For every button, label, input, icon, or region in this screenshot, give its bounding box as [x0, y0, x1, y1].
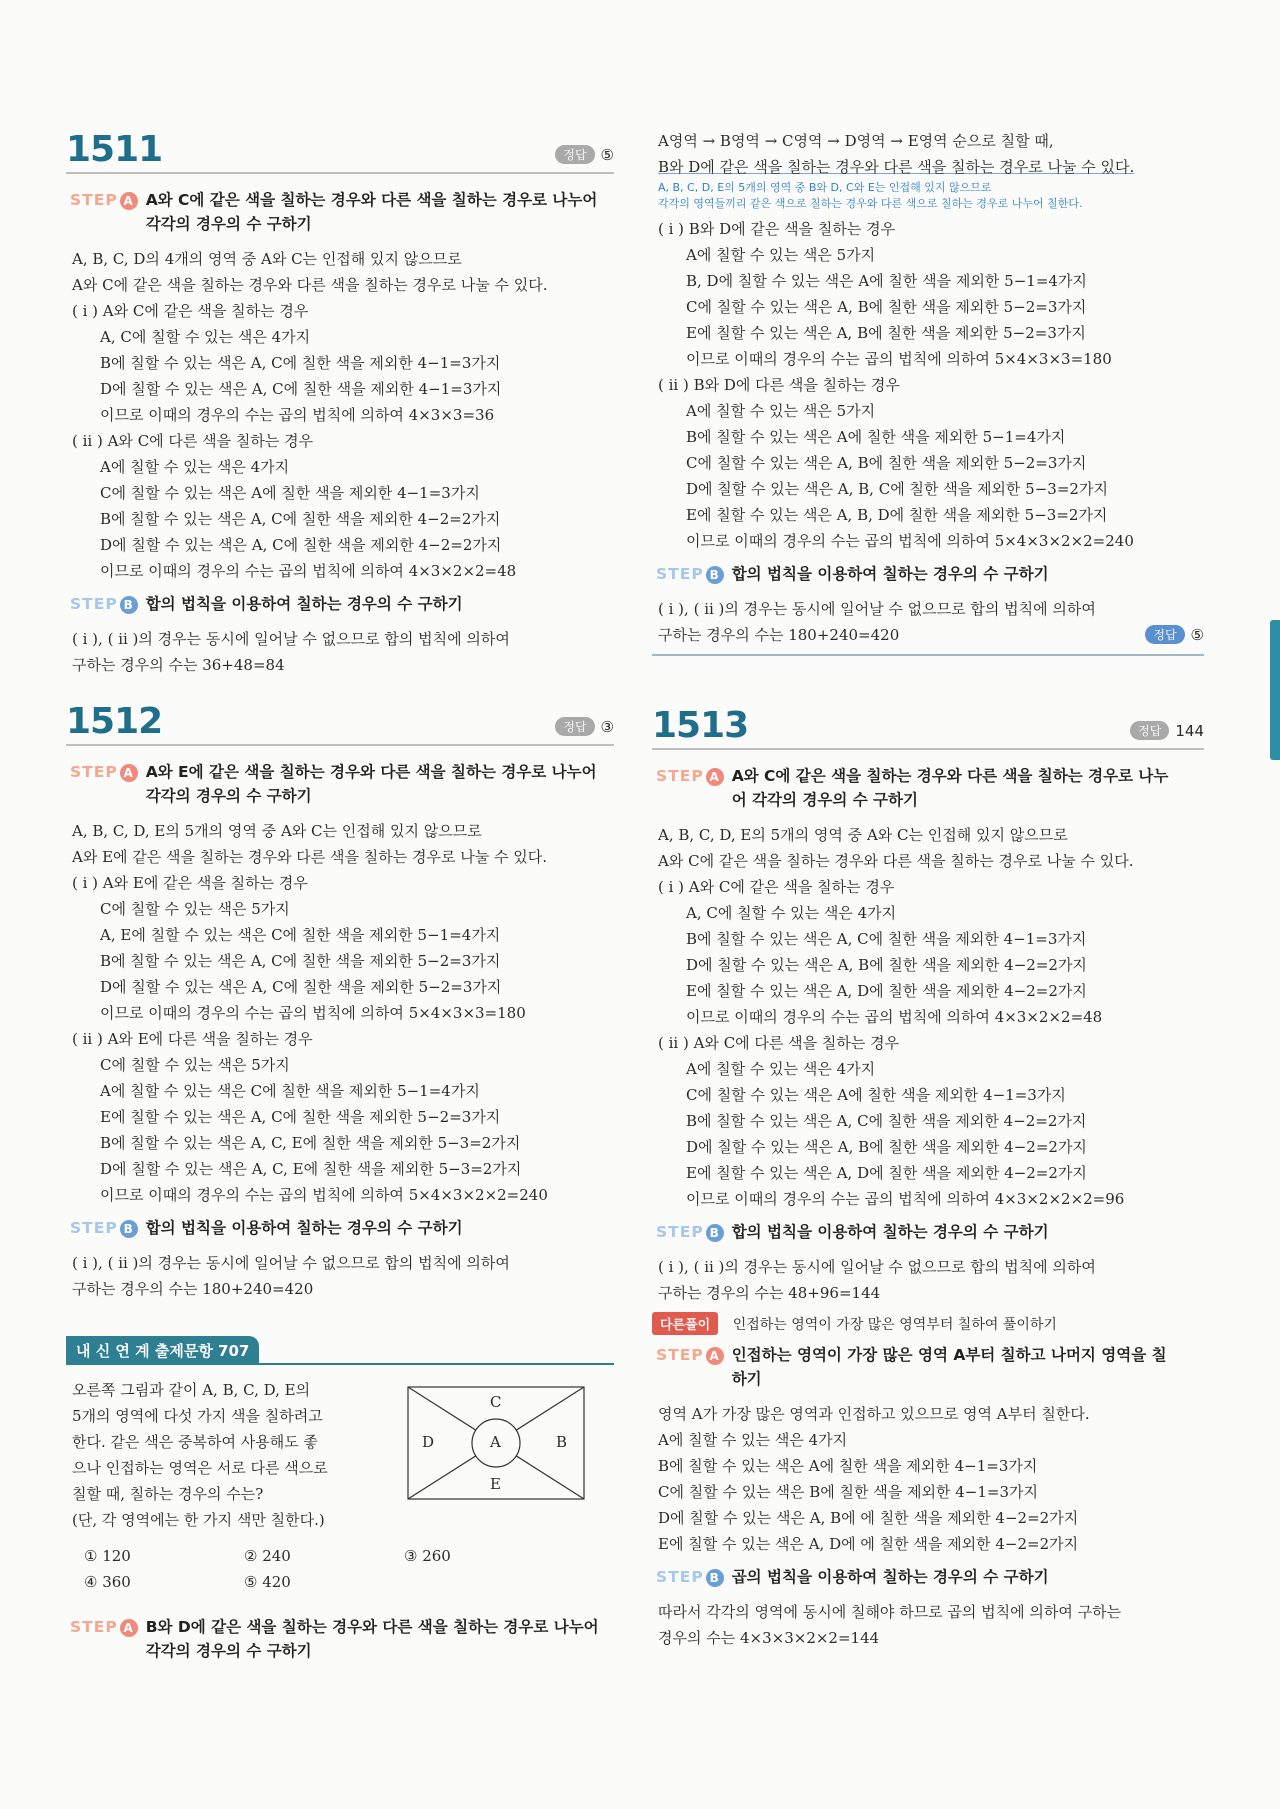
left-column [66, 128, 614, 1673]
step-label: STEP A [656, 764, 724, 788]
solution-line: 이므로 이때의 경우의 수는 곱의 법칙에 의하여 5×4×3×3=180 [686, 350, 1112, 368]
solution-line: ( i ) A와 C에 같은 색을 칠하는 경우 [658, 878, 895, 896]
solution-line: D에 칠할 수 있는 색은 A, C에 칠한 색을 제외한 4−1=3가지 [100, 380, 502, 398]
solution-line: D에 칠할 수 있는 색은 A, B에 에 칠한 색을 제외한 4−2=2가지 [658, 1509, 1079, 1527]
step-b [656, 562, 1204, 586]
solution-line: D에 칠할 수 있는 색은 A, B에 칠한 색을 제외한 4−2=2가지 [686, 1138, 1087, 1156]
solution-line: ( ii ) A와 C에 다른 색을 칠하는 경우 [658, 1034, 900, 1052]
region-label-c: C [490, 1393, 502, 1411]
region-label-a: A [490, 1433, 501, 1451]
answer [1130, 721, 1204, 740]
solution-line: A, B, C, D, E의 5개의 영역 중 A와 C는 인접해 있지 않으므로 [658, 826, 1068, 844]
answer-value: ⑤ [1190, 625, 1204, 644]
step-text: 합의 법칙을 이용하여 칠하는 경우의 수 구하기 [145, 595, 463, 613]
solution-line: ( i ) A와 E에 같은 색을 칠하는 경우 [72, 874, 308, 892]
solution-line: A, B, C, D, E의 5개의 영역 중 A와 C는 인접해 있지 않으므로 [72, 822, 482, 840]
question-line: (단, 각 영역에는 한 가지 색만 칠한다.) [72, 1511, 325, 1529]
solution-line: A에 칠할 수 있는 색은 4가지 [658, 1431, 848, 1449]
problem-707-solution-cont [652, 128, 1204, 656]
problem-1511 [66, 128, 614, 678]
solution-line: A, C에 칠할 수 있는 색은 4가지 [100, 328, 311, 346]
final-line: 구하는 경우의 수는 180+240=420 [658, 626, 900, 644]
problem-number: 1513 [652, 705, 749, 746]
answer-value: 144 [1175, 721, 1204, 740]
answer-badge: 정답 [1145, 625, 1184, 644]
alt-step-b [656, 1565, 1204, 1589]
step-text: 합의 법칙을 이용하여 칠하는 경우의 수 구하기 [145, 1219, 463, 1237]
answer-badge: 정답 [555, 145, 594, 164]
solution-line: E에 칠할 수 있는 색은 A, D에 칠한 색을 제외한 4−2=2가지 [686, 982, 1087, 1000]
solution-line: A, E에 칠할 수 있는 색은 C에 칠한 색을 제외한 5−1=4가지 [100, 926, 501, 944]
solution-line: B, D에 칠할 수 있는 색은 A에 칠한 색을 제외한 5−1=4가지 [686, 272, 1087, 290]
answer-badge: 정답 [555, 717, 594, 736]
step-text: 합의 법칙을 이용하여 칠하는 경우의 수 구하기 [731, 1223, 1049, 1241]
chapter-tab [1270, 620, 1280, 760]
solution-line: A와 E에 같은 색을 칠하는 경우와 다른 색을 칠하는 경우로 나눌 수 있다. [72, 848, 547, 866]
solution-line: C에 칠할 수 있는 색은 A에 칠한 색을 제외한 4−1=3가지 [686, 1086, 1066, 1104]
solution-line: B에 칠할 수 있는 색은 A, C에 칠한 색을 제외한 4−1=3가지 [686, 930, 1087, 948]
solution-line: E에 칠할 수 있는 색은 A, C에 칠한 색을 제외한 5−2=3가지 [100, 1108, 501, 1126]
solution-line: B에 칠할 수 있는 색은 A, C에 칠한 색을 제외한 4−1=3가지 [100, 354, 501, 372]
solution-line: A와 C에 같은 색을 칠하는 경우와 다른 색을 칠하는 경우로 나눌 수 있다. [658, 852, 1134, 870]
final-line: ( i ), ( ii )의 경우는 동시에 일어날 수 없으므로 합의 법칙에 의하여 [72, 1254, 510, 1272]
step-label: STEP A [70, 188, 138, 212]
solution-line: C에 칠할 수 있는 색은 5가지 [100, 900, 290, 918]
solution-line: D에 칠할 수 있는 색은 A, C에 칠한 색을 제외한 4−2=2가지 [100, 536, 502, 554]
step-label: STEP A [656, 1343, 724, 1367]
problem-number: 1511 [66, 129, 163, 170]
solution-line: A에 칠할 수 있는 색은 4가지 [100, 458, 290, 476]
step-b [70, 1216, 614, 1240]
box-header: 내 신 연 계 출제문항 707 [66, 1336, 259, 1365]
question-text [66, 1377, 386, 1533]
solution-line: A에 칠할 수 있는 색은 5가지 [686, 246, 876, 264]
answer [555, 717, 614, 736]
solution-line: B와 D에 같은 색을 칠하는 경우와 다른 색을 칠하는 경우로 나눌 수 있다. [658, 158, 1135, 176]
box-number: 707 [218, 1342, 250, 1360]
final-line: 따라서 각각의 영역에 동시에 칠해야 하므로 곱의 법칙에 의하여 구하는 [658, 1603, 1122, 1621]
alt-solution-header [652, 1312, 1204, 1335]
step-a [70, 1615, 614, 1663]
step-text: A와 C에 같은 색을 칠하는 경우와 다른 색을 칠하는 경우로 나누어 각각의 경우의 수 구하기 [145, 191, 598, 233]
solution-line: 이므로 이때의 경우의 수는 곱의 법칙에 의하여 4×3×2×2=48 [100, 562, 517, 580]
step-label: STEP A [70, 760, 138, 784]
solution-line: B에 칠할 수 있는 색은 A, C에 칠한 색을 제외한 5−2=3가지 [100, 952, 501, 970]
solution-line: C에 칠할 수 있는 색은 A에 칠한 색을 제외한 4−1=3가지 [100, 484, 480, 502]
step-a [70, 760, 614, 808]
final-line: 구하는 경우의 수는 48+96=144 [658, 1284, 881, 1302]
problem-header [66, 128, 614, 174]
solution-line: D에 칠할 수 있는 색은 A, B에 칠한 색을 제외한 4−2=2가지 [686, 956, 1087, 974]
problem-1512 [66, 700, 614, 1302]
answer-value: ⑤ [600, 145, 614, 164]
step-text: 인접하는 영역이 가장 많은 영역 A부터 칠하고 나머지 영역을 칠하기 [731, 1346, 1167, 1388]
final-line: 경우의 수는 4×3×3×2×2=144 [658, 1629, 880, 1647]
question-line: 칠할 때, 칠하는 경우의 수는? [72, 1485, 264, 1503]
solution-line: ( i ) A와 C에 같은 색을 칠하는 경우 [72, 302, 309, 320]
solution-lines [66, 246, 614, 584]
solution-line: 이므로 이때의 경우의 수는 곱의 법칙에 의하여 5×4×3×2×2=240 [100, 1186, 548, 1204]
right-column [652, 128, 1204, 1651]
question-line: 으나 인접하는 영역은 서로 다른 색으로 [72, 1459, 328, 1477]
solution-lines [66, 818, 614, 1208]
solution-line: C에 칠할 수 있는 색은 5가지 [100, 1056, 290, 1074]
solution-line: A에 칠할 수 있는 색은 C에 칠한 색을 제외한 5−1=4가지 [100, 1082, 480, 1100]
solution-line: A와 C에 같은 색을 칠하는 경우와 다른 색을 칠하는 경우로 나눌 수 있다. [72, 276, 548, 294]
solution-line: ( i ) B와 D에 같은 색을 칠하는 경우 [658, 220, 896, 238]
solution-line: ( ii ) A와 C에 다른 색을 칠하는 경우 [72, 432, 314, 450]
solution-line: A영역 → B영역 → C영역 → D영역 → E영역 순으로 칠할 때, [658, 132, 1054, 150]
final-line: ( i ), ( ii )의 경우는 동시에 일어날 수 없으므로 합의 법칙에 의하여 [658, 600, 1096, 618]
solution-line: B에 칠할 수 있는 색은 A에 칠한 색을 제외한 4−1=3가지 [658, 1457, 1038, 1475]
note-line: 각각의 영역들끼리 같은 색으로 칠하는 경우와 다른 색으로 칠하는 경우로 나누어 칠한다. [658, 197, 1083, 210]
final-line: ( i ), ( ii )의 경우는 동시에 일어날 수 없으므로 합의 법칙에 의하여 [72, 630, 510, 648]
step-text: 합의 법칙을 이용하여 칠하는 경우의 수 구하기 [731, 565, 1049, 583]
step-b [656, 1220, 1204, 1244]
alt-step-a [656, 1343, 1204, 1391]
solution-line: 이므로 이때의 경우의 수는 곱의 법칙에 의하여 5×4×3×3=180 [100, 1004, 526, 1022]
solution-line: 영역 A가 가장 많은 영역과 인접하고 있으므로 영역 A부터 칠한다. [658, 1405, 1090, 1423]
alt-solution-title: 인접하는 영역이 가장 많은 영역부터 칠하여 풀이하기 [732, 1317, 1057, 1333]
final-line: ( i ), ( ii )의 경우는 동시에 일어날 수 없으므로 합의 법칙에 의하여 [658, 1258, 1096, 1276]
region-label-d: D [422, 1433, 435, 1451]
final-line: 구하는 경우의 수는 180+240=420 [72, 1280, 314, 1298]
step-a [656, 764, 1204, 812]
problem-number: 1512 [66, 701, 163, 742]
solution-line: B에 칠할 수 있는 색은 A, C에 칠한 색을 제외한 4−2=2가지 [686, 1112, 1087, 1130]
solution-line: D에 칠할 수 있는 색은 A, B, C에 칠한 색을 제외한 5−3=2가지 [686, 480, 1108, 498]
solution-line: C에 칠할 수 있는 색은 B에 칠한 색을 제외한 4−1=3가지 [658, 1483, 1039, 1501]
step-b [70, 592, 614, 616]
solution-line: 이므로 이때의 경우의 수는 곱의 법칙에 의하여 5×4×3×2×2=240 [686, 532, 1134, 550]
step-text: 곱의 법칙을 이용하여 칠하는 경우의 수 구하기 [731, 1568, 1049, 1586]
answer-badge: 정답 [1130, 721, 1169, 740]
solution-line: ( ii ) B와 D에 다른 색을 칠하는 경우 [658, 376, 900, 394]
question-line: 오른쪽 그림과 같이 A, B, C, D, E의 [72, 1381, 311, 1399]
choice-1: ① 120 [84, 1547, 131, 1565]
step-text: A와 E에 같은 색을 칠하는 경우와 다른 색을 칠하는 경우로 나누어 각각의 경우의 수 구하기 [145, 763, 597, 805]
question-line: 한다. 같은 색은 중복하여 사용해도 좋 [72, 1433, 318, 1451]
problem-header [66, 700, 614, 746]
question-line: 5개의 영역에 다섯 가지 색을 칠하려고 [72, 1407, 323, 1425]
choice-5: ⑤ 420 [244, 1573, 291, 1591]
problem-1513 [652, 704, 1204, 1651]
problem-header [652, 704, 1204, 750]
note-line: A, B, C, D, E의 5개의 영역 중 B와 D, C와 E는 인접해 있지 않으므로 [658, 181, 992, 194]
solution-line: 이므로 이때의 경우의 수는 곱의 법칙에 의하여 4×3×2×2=48 [686, 1008, 1103, 1026]
region-label-b: B [556, 1433, 568, 1451]
solution-line: E에 칠할 수 있는 색은 A, B, D에 칠한 색을 제외한 5−3=2가지 [686, 506, 1108, 524]
answer-choices [84, 1543, 614, 1595]
solution-line: D에 칠할 수 있는 색은 A, C에 칠한 색을 제외한 5−2=3가지 [100, 978, 502, 996]
solution-line: E에 칠할 수 있는 색은 A, D에 에 칠한 색을 제외한 4−2=2가지 [658, 1535, 1079, 1553]
step-label: STEP B [70, 1216, 138, 1240]
solution-line: E에 칠할 수 있는 색은 A, B에 칠한 색을 제외한 5−2=3가지 [686, 324, 1086, 342]
solution-line: 이므로 이때의 경우의 수는 곱의 법칙에 의하여 4×3×3=36 [100, 406, 495, 424]
solution-line: 이므로 이때의 경우의 수는 곱의 법칙에 의하여 4×3×2×2×2=96 [686, 1190, 1125, 1208]
step-text: B와 D에 같은 색을 칠하는 경우와 다른 색을 칠하는 경우로 나누어 각각의 경우의 수 구하기 [145, 1618, 599, 1660]
choice-4: ④ 360 [84, 1573, 131, 1591]
solution-line: ( ii ) A와 E에 다른 색을 칠하는 경우 [72, 1030, 313, 1048]
step-a [70, 188, 614, 236]
solution-line: C에 칠할 수 있는 색은 A, B에 칠한 색을 제외한 5−2=3가지 [686, 454, 1087, 472]
step-label: STEP B [656, 562, 724, 586]
step-text: A와 C에 같은 색을 칠하는 경우와 다른 색을 칠하는 경우로 나누어 각각의 경우의 수 구하기 [731, 767, 1169, 809]
solution-line: B에 칠할 수 있는 색은 A, C, E에 칠한 색을 제외한 5−3=2가지 [100, 1134, 521, 1152]
solution-line: A, B, C, D의 4개의 영역 중 A와 C는 인접해 있지 않으므로 [72, 250, 462, 268]
choice-3: ③ 260 [404, 1547, 451, 1565]
final-line: 구하는 경우의 수는 36+48=84 [72, 656, 285, 674]
region-figure [406, 1385, 586, 1505]
solution-line: D에 칠할 수 있는 색은 A, C, E에 칠한 색을 제외한 5−3=2가지 [100, 1160, 522, 1178]
step-label: STEP A [70, 1615, 138, 1639]
solution-line: A에 칠할 수 있는 색은 4가지 [686, 1060, 876, 1078]
related-problem-box [66, 1336, 614, 1663]
step-label: STEP B [656, 1220, 724, 1244]
step-label: STEP B [70, 592, 138, 616]
choice-2: ② 240 [244, 1547, 291, 1565]
answer [555, 145, 614, 164]
solution-line: A, C에 칠할 수 있는 색은 4가지 [686, 904, 897, 922]
solution-line: E에 칠할 수 있는 색은 A, D에 칠한 색을 제외한 4−2=2가지 [686, 1164, 1087, 1182]
answer-value: ③ [600, 717, 614, 736]
answer [1145, 625, 1204, 644]
step-label: STEP B [656, 1565, 724, 1589]
solution-line: B에 칠할 수 있는 색은 A, C에 칠한 색을 제외한 4−2=2가지 [100, 510, 501, 528]
region-label-e: E [490, 1475, 501, 1493]
solution-line: B에 칠할 수 있는 색은 A에 칠한 색을 제외한 5−1=4가지 [686, 428, 1066, 446]
solution-line: A에 칠할 수 있는 색은 5가지 [686, 402, 876, 420]
alt-solution-badge: 다른풀이 [652, 1312, 718, 1335]
solution-line: C에 칠할 수 있는 색은 A, B에 칠한 색을 제외한 5−2=3가지 [686, 298, 1087, 316]
